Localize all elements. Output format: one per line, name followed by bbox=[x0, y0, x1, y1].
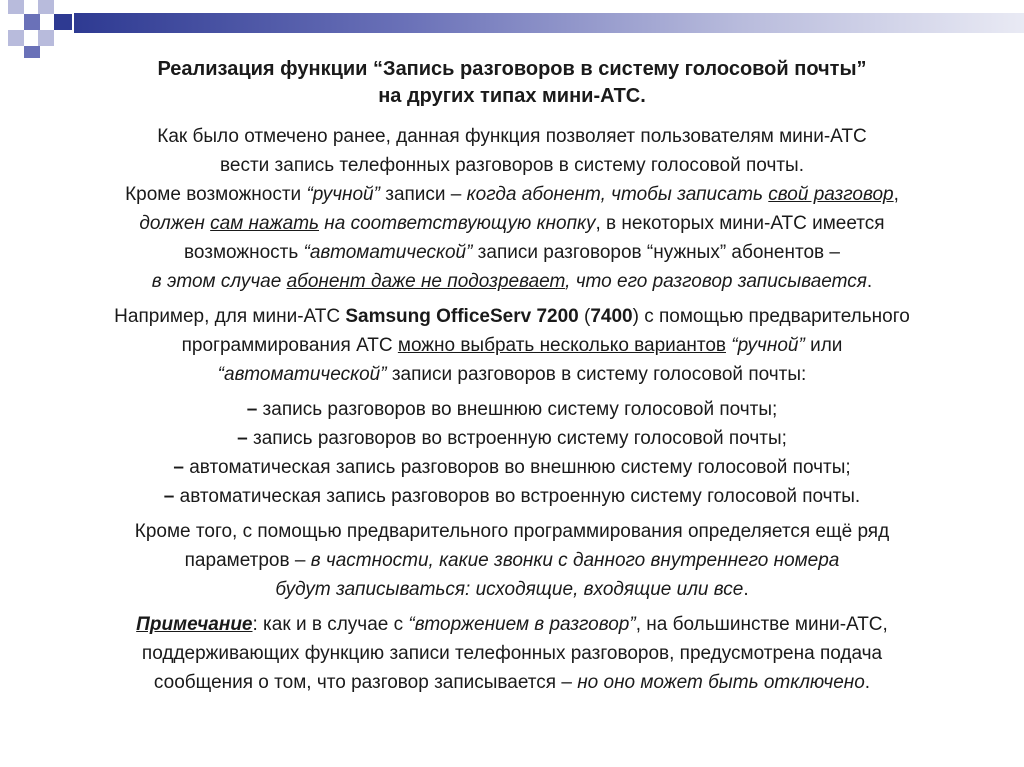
emph-span: “вторжением в разговор” bbox=[408, 614, 636, 635]
text-span: ( bbox=[578, 306, 591, 327]
emph-span: “автоматической” bbox=[303, 242, 473, 263]
deco-square-5 bbox=[8, 30, 24, 46]
list-item bbox=[237, 428, 787, 449]
paragraph-note bbox=[20, 610, 1004, 697]
text-span: программирования АТС bbox=[181, 335, 398, 356]
slide-body bbox=[20, 122, 1004, 697]
text-span: , bbox=[893, 184, 899, 205]
decorative-header bbox=[0, 0, 1024, 60]
emph-span: , что его разговор записывается bbox=[565, 271, 867, 292]
text-span: . bbox=[864, 672, 871, 693]
text-span: : как и в случае с bbox=[252, 614, 409, 635]
text-span: возможность bbox=[184, 242, 304, 263]
text-span: параметров – bbox=[184, 550, 311, 571]
list-item-text: автоматическая запись разговоров во встроенную систему голосовой почты. bbox=[174, 486, 861, 507]
product-model: 7400 bbox=[590, 306, 633, 327]
options-list bbox=[20, 395, 1004, 511]
text-span: Кроме того, с помощью предварительного программирования определяется ещё ряд bbox=[134, 521, 890, 542]
dash-bullet: – bbox=[163, 486, 175, 507]
text-span: , в некоторых мини-АТС имеется bbox=[595, 213, 885, 234]
list-item-text: запись разговоров во внешнюю систему голосовой почты; bbox=[257, 399, 778, 420]
paragraph-parameters bbox=[20, 517, 1004, 604]
title-line-1: Реализация функции “Запись разговоров в систему голосовой почты” bbox=[157, 58, 867, 80]
emph-underline-span: сам нажать bbox=[210, 213, 320, 234]
emph-underline-span: свой разговор bbox=[768, 184, 894, 205]
list-item-text: запись разговоров во встроенную систему голосовой почты; bbox=[247, 428, 787, 449]
dash-bullet: – bbox=[237, 428, 248, 449]
deco-square-7 bbox=[24, 46, 40, 58]
text-span: сообщения о том, что разговор записывается – bbox=[153, 672, 578, 693]
emph-span: но оно может быть отключено bbox=[577, 672, 865, 693]
intro-line-1: Как было отмечено ранее, данная функция позволяет пользователям мини-АТС bbox=[157, 126, 867, 147]
deco-square-1 bbox=[8, 0, 24, 14]
header-gradient-bar bbox=[74, 13, 1024, 33]
emph-span: будут записываться: исходящие, входящие или все bbox=[275, 579, 744, 600]
underline-span: можно выбрать несколько вариантов bbox=[397, 335, 726, 356]
emph-span: на соответствующую кнопку bbox=[319, 213, 596, 234]
paragraph-samsung bbox=[20, 302, 1004, 389]
paragraph-intro bbox=[20, 122, 1004, 180]
emph-underline-span: абонент даже не подозревает bbox=[286, 271, 566, 292]
text-span: записи разговоров в систему голосовой почты: bbox=[386, 364, 807, 385]
emph-span: “автоматической” bbox=[217, 364, 387, 385]
deco-square-4 bbox=[54, 14, 72, 30]
text-span: ) с помощью предварительного bbox=[632, 306, 910, 327]
emph-span: “ручной” bbox=[731, 335, 805, 356]
text-span: записи – bbox=[379, 184, 467, 205]
emph-span: в этом случае bbox=[151, 271, 287, 292]
text-span: записи разговоров “нужных” абонентов – bbox=[472, 242, 840, 263]
paragraph-manual-auto bbox=[20, 180, 1004, 296]
emph-span: в частности, какие звонки с данного внутреннего номера bbox=[310, 550, 840, 571]
text-span: поддерживающих функцию записи телефонных разговоров, предусмотрена подача bbox=[141, 643, 883, 664]
text-span: или bbox=[804, 335, 843, 356]
text-span: , на большинстве мини-АТС, bbox=[635, 614, 888, 635]
product-name: Samsung OfficeServ 7200 bbox=[345, 306, 579, 327]
list-item-text: автоматическая запись разговоров во внешнюю систему голосовой почты; bbox=[183, 457, 851, 478]
list-item bbox=[164, 486, 860, 507]
text-span: Кроме возможности bbox=[125, 184, 307, 205]
dash-bullet: – bbox=[173, 457, 184, 478]
text-span: . bbox=[743, 579, 749, 600]
deco-square-2 bbox=[38, 0, 54, 14]
emph-span: должен bbox=[139, 213, 211, 234]
list-item bbox=[247, 399, 778, 420]
deco-square-3 bbox=[24, 14, 40, 30]
emph-span: “ручной” bbox=[306, 184, 380, 205]
slide-title bbox=[40, 56, 984, 110]
dash-bullet: – bbox=[246, 399, 258, 420]
text-span: Например, для мини-АТС bbox=[114, 306, 346, 327]
note-label: Примечание bbox=[136, 614, 253, 635]
text-span: . bbox=[866, 271, 873, 292]
list-item bbox=[173, 457, 850, 478]
emph-span: когда абонент, чтобы записать bbox=[466, 184, 769, 205]
intro-line-2: вести запись телефонных разговоров в систему голосовой почты. bbox=[220, 155, 804, 176]
deco-square-6 bbox=[38, 30, 54, 46]
title-line-2: на других типах мини-АТС. bbox=[378, 85, 646, 107]
